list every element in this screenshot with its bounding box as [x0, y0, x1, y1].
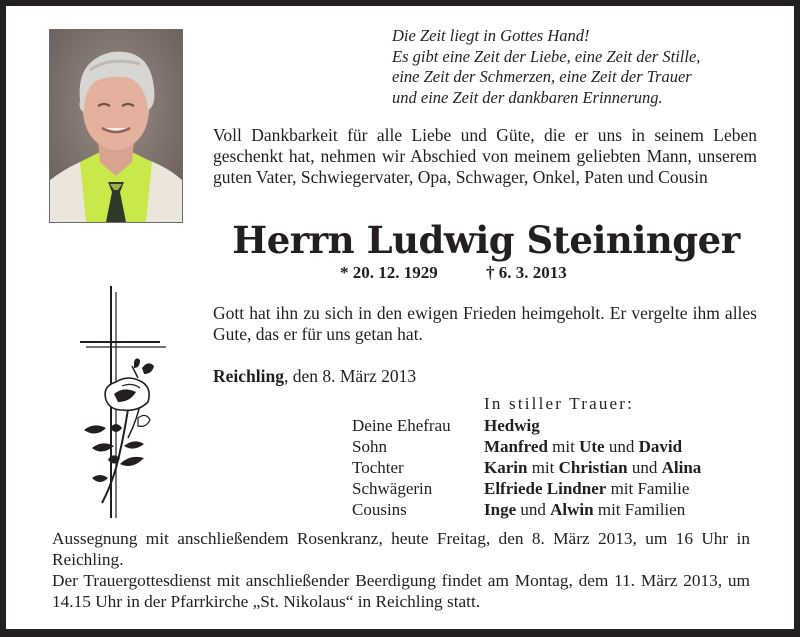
place-date	[213, 366, 416, 387]
service-line: Aussegnung mit anschließendem Rosenkranz, heute Freitag, den 8. März 2013, um 16 Uhr in Reichling.	[52, 529, 750, 569]
cross-rose-icon	[72, 278, 168, 518]
service-info	[52, 528, 750, 612]
deceased-name: Herrn Ludwig Steininger	[232, 218, 740, 262]
mourner-names	[484, 457, 701, 478]
relation-label: Cousins	[352, 500, 407, 519]
mourner-name: Karin	[484, 458, 528, 477]
place-name: Reichling	[213, 366, 284, 386]
connector-text: mit Familie	[606, 479, 690, 498]
mourner-row	[352, 478, 701, 499]
connector-text: mit Familien	[593, 500, 686, 519]
life-dates	[340, 263, 567, 283]
connector-text: und	[604, 437, 639, 456]
obituary-notice	[6, 6, 794, 629]
relation-label: Tochter	[352, 458, 404, 477]
connector-text: mit	[547, 437, 580, 456]
mourner-name: Christian	[558, 458, 628, 477]
mourner-name: Inge	[484, 500, 517, 519]
mourner-names	[484, 415, 540, 436]
poem	[392, 26, 792, 108]
connector-text: und	[516, 500, 551, 519]
mourner-row	[352, 499, 701, 520]
portrait-image	[50, 30, 182, 222]
mourner-name: Ute	[579, 437, 605, 456]
mourner-name: David	[638, 437, 683, 456]
mourner-name: Elfriede Lindner	[484, 479, 607, 498]
relation-label: Schwägerin	[352, 479, 433, 498]
relation-label: Deine Ehefrau	[352, 416, 451, 435]
poem-line: Es gibt eine Zeit der Liebe, eine Zeit der Stille,	[392, 46, 701, 66]
mourner-names	[484, 478, 689, 499]
faith-text: Gott hat ihn zu sich in den ewigen Frieden heimgeholt. Er vergelte ihm alles Gute, das er für uns getan hat.	[213, 303, 757, 344]
mourner-row	[352, 457, 701, 478]
poem-line: Die Zeit liegt in Gottes Hand!	[392, 26, 590, 45]
birth-date: * 20. 12. 1929	[340, 263, 438, 282]
date-text: , den 8. März 2013	[283, 366, 417, 386]
portrait-photo	[49, 29, 183, 223]
connector-text: mit	[527, 458, 559, 477]
connector-text: und	[627, 458, 662, 477]
relation-label: Sohn	[352, 437, 387, 456]
mourner-names	[484, 436, 682, 457]
poem-line: eine Zeit der Schmerzen, eine Zeit der Trauer	[392, 67, 692, 86]
mourning-heading: In stiller Trauer:	[484, 394, 635, 413]
mourner-name: Alina	[661, 458, 702, 477]
mourner-row	[352, 436, 701, 457]
mourner-names	[484, 499, 685, 520]
service-line: Der Trauergottesdienst mit anschließender Beerdigung findet am Montag, dem 11. März 2013, um 14.15 Uhr in der Pfarrkirche „St. Nikolaus“ in Reichling statt.	[52, 571, 750, 611]
mourners-list	[352, 415, 701, 520]
mourner-row	[352, 415, 701, 436]
death-date: † 6. 3. 2013	[486, 263, 567, 282]
mourner-name: Hedwig	[484, 416, 540, 435]
mourner-name: Alwin	[550, 500, 594, 519]
mourner-name: Manfred	[484, 437, 548, 456]
poem-line: und eine Zeit der dankbaren Erinnerung.	[392, 87, 663, 107]
intro-text: Voll Dankbarkeit für alle Liebe und Güte, die er uns in seinem Leben geschenkt hat, nehmen wir Abschied von meinem geliebten Mann, unserem guten Vater, Schwiegervater, Opa, Schwager, Onkel, Paten und Cousin	[213, 125, 757, 187]
